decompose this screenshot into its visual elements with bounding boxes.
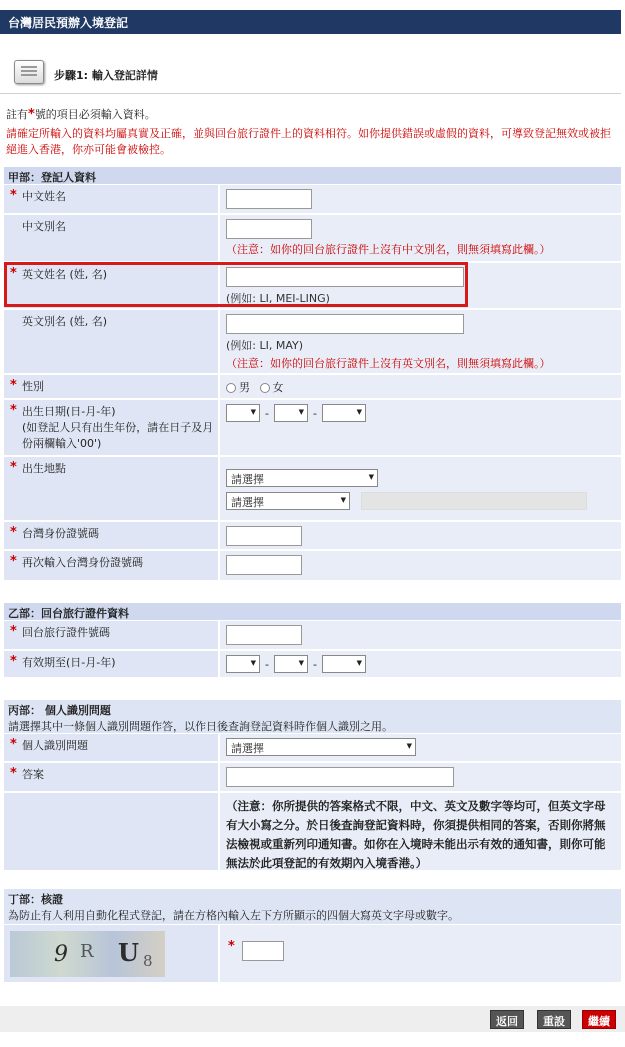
row-doc-no — [4, 621, 621, 650]
section-a-title: 甲部：登記人資料 — [4, 167, 621, 184]
captcha-char-2: R — [80, 941, 94, 962]
row-answer-note — [4, 793, 621, 871]
reset-button[interactable]: 重設 — [537, 1010, 571, 1029]
captcha-input[interactable] — [242, 941, 284, 961]
row-expiry: * 有效期至(日-月-年) ▼ -▼ -▼ — [4, 651, 621, 678]
warning-note: 請確定所輸入的資料均屬真實及正確，並與回台旅行證件上的資料相符。如你提供錯誤或虛假的資料，可導致登記無效或被拒絕進入香港，你亦可能會被檢控。 — [6, 127, 611, 156]
captcha-char-1: 9 — [54, 942, 68, 967]
chinese-alias-warning: （注意：如你的回台旅行證件上沒有中文別名，則無須填寫此欄。） — [226, 243, 551, 256]
sex-label: 性別 — [22, 380, 44, 393]
dob-year-select[interactable] — [322, 404, 366, 422]
row-english-name — [4, 263, 621, 309]
tw-id-input[interactable] — [226, 526, 302, 546]
question-label: 個人識別問題 — [22, 739, 88, 752]
required-star-icon: * — [28, 107, 35, 122]
window-title: 台灣居民預辦入境登記 — [0, 10, 621, 34]
question-select[interactable]: 請選擇 ▼ — [226, 738, 416, 756]
footer-actions — [0, 1006, 625, 1032]
answer-label: 答案 — [22, 768, 44, 781]
tw-id-label: 台灣身份證號碼 — [22, 527, 99, 540]
chinese-alias-label: 中文別名 — [22, 220, 66, 233]
required-star-icon: * — [10, 525, 17, 540]
captcha-char-3: U — [118, 938, 139, 967]
expiry-day-select[interactable] — [226, 655, 260, 673]
captcha-char-4: 8 — [143, 952, 153, 970]
birthplace-select-2[interactable]: 請選擇 ▼ — [226, 492, 350, 510]
sex-male-radio[interactable] — [226, 383, 236, 393]
english-alias-input[interactable] — [226, 314, 464, 334]
tw-id-confirm-input[interactable] — [226, 555, 302, 575]
chinese-name-input[interactable] — [226, 189, 312, 209]
chinese-name-label: 中文姓名 — [22, 190, 66, 203]
row-sex — [4, 375, 621, 399]
required-note: 註有*號的項目必須輸入資料。 — [6, 107, 156, 122]
dob-note: (如登記人只有出生年份，請在日子及月份兩欄輸入'00') — [22, 421, 214, 450]
required-star-icon: * — [10, 654, 17, 669]
dob-day-select[interactable] — [226, 404, 260, 422]
captcha-image — [10, 931, 165, 977]
doc-no-label: 回台旅行證件號碼 — [22, 626, 110, 639]
dob-month-select[interactable] — [274, 404, 308, 422]
row-tw-id-confirm — [4, 551, 621, 581]
required-star-icon: * — [10, 188, 17, 203]
english-alias-warning: （注意：如你的回台旅行證件上沒有英文別名，則無須填寫此欄。） — [226, 357, 551, 370]
required-star-icon: * — [10, 460, 17, 475]
english-name-example: (例如: LI, MEI-LING) — [226, 292, 330, 305]
row-tw-id — [4, 522, 621, 550]
continue-button[interactable]: 繼續 — [582, 1010, 616, 1029]
sex-male-label: 男 — [239, 381, 250, 394]
answer-input[interactable] — [226, 767, 454, 787]
chinese-alias-input[interactable] — [226, 219, 312, 239]
row-question — [4, 734, 621, 762]
form-icon — [14, 60, 44, 84]
section-b-title: 乙部：回台旅行證件資料 — [4, 603, 621, 620]
birthplace-select-1[interactable]: 請選擇 ▼ — [226, 469, 378, 487]
expiry-month-select[interactable] — [274, 655, 308, 673]
english-name-label: 英文姓名 (姓, 名) — [22, 268, 108, 281]
row-birthplace — [4, 457, 621, 521]
english-alias-label: 英文別名 (姓, 名) — [22, 315, 108, 328]
section-c-title: 丙部： 個人識別問題 — [8, 704, 111, 717]
section-d-title: 丁部：核證 — [8, 893, 63, 906]
row-answer — [4, 763, 621, 792]
section-c-header — [4, 700, 621, 733]
section-c-subtitle: 請選擇其中一條個人識別問題作答，以作日後查詢登記資料時作個人識別之用。 — [8, 720, 393, 733]
english-name-input[interactable] — [226, 267, 464, 287]
back-button[interactable]: 返回 — [490, 1010, 524, 1029]
sex-female-radio[interactable] — [260, 383, 270, 393]
required-star-icon: * — [10, 737, 17, 752]
dob-label: 出生日期(日-月-年) — [22, 405, 116, 418]
row-english-alias — [4, 310, 621, 374]
section-d-subtitle: 為防止有人利用自動化程式登記，請在方格內輸入左下方所顯示的四個大寫英文字母或數字。 — [8, 909, 459, 922]
row-captcha — [4, 925, 621, 983]
english-alias-example: (例如: LI, MAY) — [226, 339, 304, 352]
required-star-icon: * — [10, 766, 17, 781]
row-dob: * 出生日期(日-月-年) (如登記人只有出生年份，請在日子及月份兩欄輸入'00') ▼-▼ -▼ — [4, 400, 621, 456]
required-star-icon: * — [10, 403, 17, 418]
section-d-header — [4, 889, 621, 924]
birthplace-other-field — [361, 492, 587, 510]
answer-note: （注意：你所提供的答案格式不限，中文、英文及數字等均可，但英文字母有大小寫之分。於日後查詢登記資料時，你須提供相同的答案，否則你將無法檢視或重新列印通知書。如你在入境時未能出示有效的通知書，則你可能無法於此項登記的有效期內入境香港。） — [226, 799, 606, 870]
tw-id-confirm-label: 再次輸入台灣身份證號碼 — [22, 556, 143, 569]
expiry-year-select[interactable] — [322, 655, 366, 673]
required-star-icon: * — [10, 624, 17, 639]
required-star-icon: * — [10, 378, 17, 393]
sex-female-label: 女 — [272, 381, 284, 394]
doc-no-input[interactable] — [226, 625, 302, 645]
step-header — [0, 50, 621, 94]
expiry-label: 有效期至(日-月-年) — [22, 656, 116, 669]
row-chinese-name — [4, 185, 621, 214]
birthplace-label: 出生地點 — [22, 462, 66, 475]
required-star-icon: * — [10, 266, 17, 281]
row-chinese-alias — [4, 215, 621, 262]
required-star-icon: * — [10, 554, 17, 569]
step-label: 步驟1: 輸入登記詳情 — [54, 69, 158, 82]
required-star-icon: * — [228, 939, 235, 954]
